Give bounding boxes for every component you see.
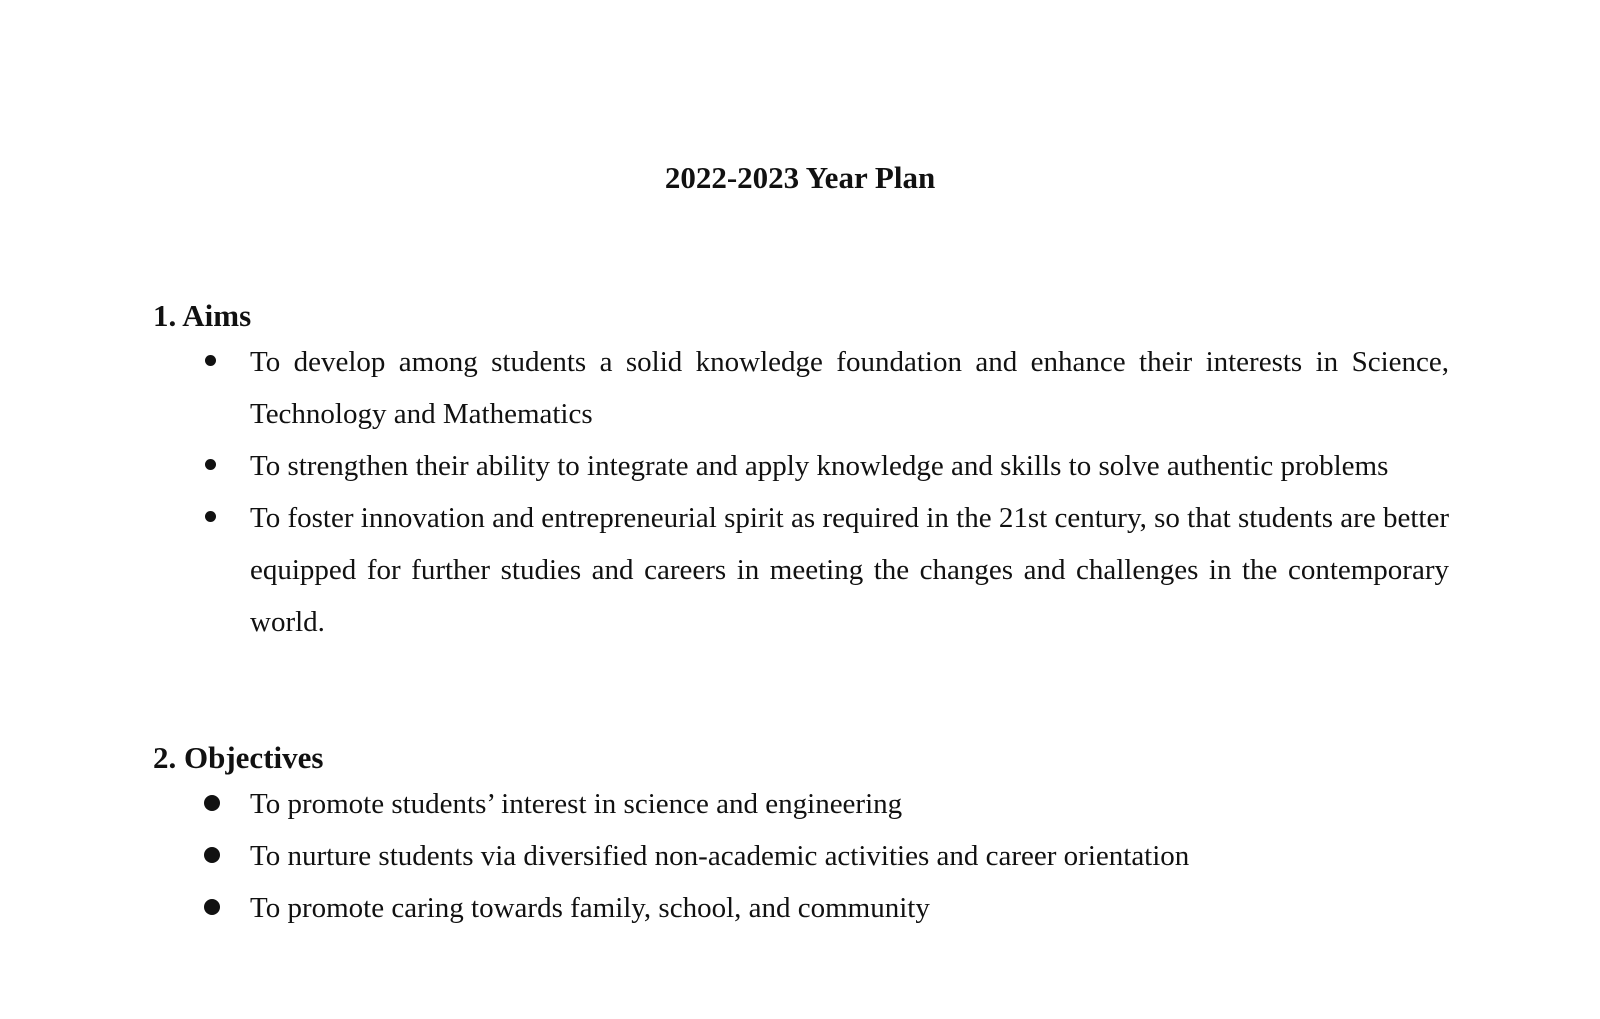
objectives-heading: 2. Objectives xyxy=(153,740,324,775)
objectives-item-text: To promote students’ interest in science and engineering xyxy=(250,788,903,820)
objectives-list-item xyxy=(153,778,1449,830)
aims-list-item xyxy=(153,440,1449,492)
aims-item-text: To foster innovation and entrepreneurial spirit as required in the 21st century, so that students are better equipped for further studies and careers in meeting the changes and challenges in the contemporary world. xyxy=(250,502,1449,638)
objectives-list xyxy=(153,778,1449,934)
objectives-section xyxy=(153,738,1449,934)
aims-section xyxy=(153,296,1449,648)
objectives-item-text: To promote caring towards family, school, and community xyxy=(250,892,930,924)
aims-heading: 1. Aims xyxy=(153,298,252,333)
bullet-icon xyxy=(204,795,220,811)
aims-list-item xyxy=(153,336,1449,440)
bullet-icon xyxy=(204,899,220,915)
aims-item-text: To develop among students a solid knowledge foundation and enhance their interests in Science, Technology and Mathematics xyxy=(250,346,1449,430)
objectives-list-item xyxy=(153,882,1449,934)
aims-list-item xyxy=(153,492,1449,648)
bullet-icon xyxy=(205,355,216,366)
document-title: 2022-2023 Year Plan xyxy=(664,160,936,195)
aims-list xyxy=(153,336,1449,648)
bullet-icon xyxy=(205,459,216,470)
aims-item-text: To strengthen their ability to integrate and apply knowledge and skills to solve authentic problems xyxy=(250,450,1389,482)
bullet-icon xyxy=(204,847,220,863)
bullet-icon xyxy=(205,511,216,522)
objectives-list-item xyxy=(153,830,1449,882)
objectives-item-text: To nurture students via diversified non-academic activities and career orientation xyxy=(250,840,1190,872)
